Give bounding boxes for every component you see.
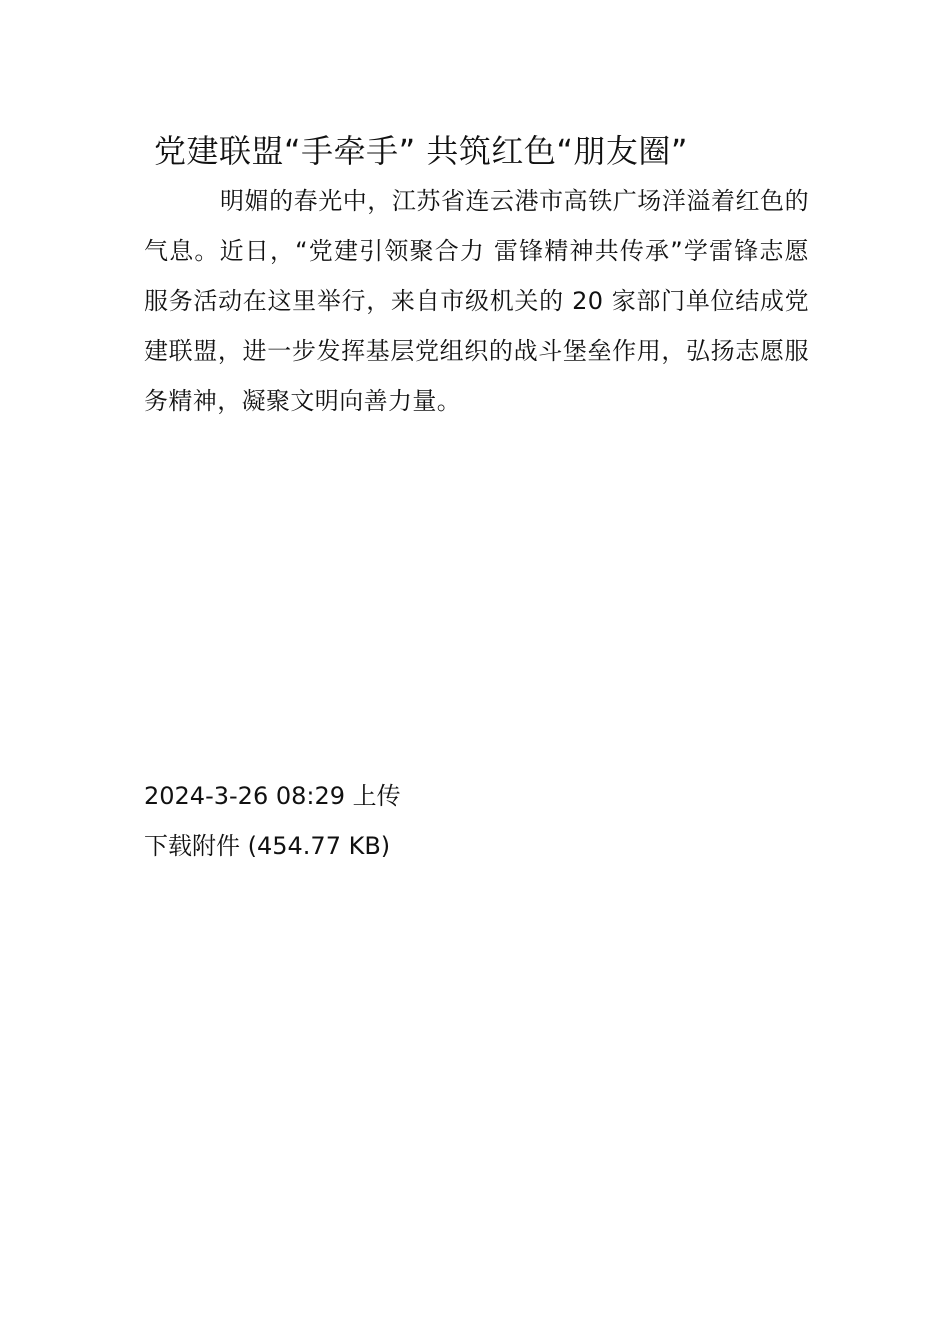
download-attachment-link[interactable]: 下载附件 (454.77 KB): [144, 832, 391, 860]
upload-timestamp: 2024-3-26 08:29 上传: [144, 782, 401, 810]
document-body-paragraph: 明媚的春光中，江苏省连云港市高铁广场洋溢着红色的气息。近日，“党建引领聚合力 雷锋精神共传承”学雷锋志愿服务活动在这里举行，来自市级机关的 20 家部门单位结成党建联盟，进一步发挥基层党组织的战斗堡垒作用，弘扬志愿服务精神，凝聚文明向善力量。: [144, 187, 809, 415]
document-title: 党建联盟“手牵手” 共筑红色“朋友圈”: [154, 132, 688, 170]
